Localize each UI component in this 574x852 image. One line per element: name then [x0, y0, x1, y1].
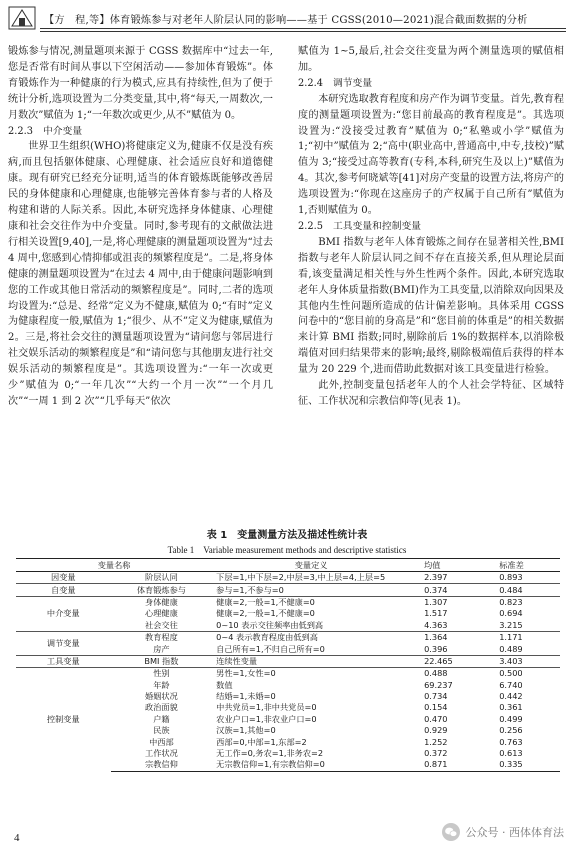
definition-cell: 数值 [216, 679, 233, 690]
sd-cell: 0.823 [485, 596, 560, 608]
left-column [8, 44, 273, 410]
mean-cell: 0.374 [410, 584, 485, 596]
group-name-cell: 因变量 [51, 572, 76, 583]
mean-cell: 0.929 [424, 725, 448, 736]
table-row [16, 584, 560, 596]
section-heading-2-2-4: 2.2.4 调节变量 [298, 77, 373, 89]
running-header [8, 6, 566, 32]
variable-name-cell: 户籍 [153, 713, 170, 724]
sd-cell: 6.740 [499, 679, 523, 690]
col-header-variable: 变量名称 [97, 559, 131, 570]
sd-cell: 0.442 [499, 691, 523, 702]
variable-name-cell: 民族 [153, 725, 170, 736]
sd-cell: 0.500 [485, 668, 560, 680]
variable-name-cell: 中西部 [149, 736, 174, 747]
watermark [441, 822, 565, 842]
variable-name-cell: 心理健康 [145, 608, 178, 619]
right-column [298, 44, 564, 410]
variable-name-cell: 身体健康 [111, 596, 213, 608]
group-name-cell: 调节变量 [16, 631, 111, 655]
definition-cell: 无工作=0,务农=1,非务农=2 [216, 748, 324, 759]
definition-cell: 结婚=1,未婚=0 [216, 691, 276, 702]
sd-cell: 0.694 [499, 608, 523, 619]
paragraph: 本研究选取教育程度和房产作为调节变量。首先,教育程度的测量题项设置为:“您目前最高的教育程度是”。其选项设置为:“没接受过教育”赋值为 0;“私塾或小学”赋值为 1;“初中”赋值为 2;“高中(职业高中,普通高中,中专,技校)”赋值为 3;“接受过高等教育(专科,本科,研究生及以上)”赋值为 4。其次,参考何晓斌等[41]对房产变量的设置方法,将房产的选项设置为:“你现在这座房子的产权属于自己所有”赋值为 1,否则赋值为 0。 [298, 93, 564, 217]
mean-cell: 1.252 [424, 736, 448, 747]
header-rule [40, 28, 566, 29]
variable-name-cell: 婚姻状况 [145, 691, 178, 702]
variable-name-cell: 阶层认同 [145, 572, 178, 583]
watermark-text: 公众号 · 西体体育法 [465, 826, 564, 839]
variable-name-cell: 政治面貌 [145, 702, 178, 713]
definition-cell: 参与=1,不参与=0 [212, 584, 410, 596]
variable-name-cell: 教育程度 [111, 631, 213, 643]
variable-name-cell: 年龄 [153, 679, 170, 690]
mean-cell: 0.396 [424, 643, 448, 654]
mean-cell: 0.871 [410, 759, 485, 771]
table-row [16, 572, 560, 584]
definition-cell: 连续性变量 [212, 655, 410, 667]
sd-cell: 0.361 [499, 702, 523, 713]
table-row [16, 631, 560, 643]
definition-cell: 健康=2,一般=1,不健康=0 [212, 596, 410, 608]
definition-cell: 0~10 表示交往频率由低到高 [216, 619, 324, 630]
mean-cell: 69.237 [424, 679, 453, 690]
mean-cell: 1.307 [410, 596, 485, 608]
sd-cell: 0.613 [499, 748, 523, 759]
variable-name-cell: 工作状况 [145, 748, 178, 759]
variable-name-cell: 宗教信仰 [111, 759, 213, 771]
mean-cell: 0.372 [424, 748, 448, 759]
sd-cell: 0.499 [499, 713, 523, 724]
paragraph: 世界卫生组织(WHO)将健康定义为,健康不仅是没有疾病,而且包括躯体健康、心理健康、社会适应良好和道德健康。现有研究已经充分证明,适当的体育锻炼既能够改善居民的身体健康和心理健康,也能够完善体育参与者的人格及构建和谐的人际关系。因此,本研究选择身体健康、心理健康和社会交往作为中介变量。同时,参考现有的文献做法进行相关设置[9,40],一是,将心理健康的测量题项设置为“过去 4 周中,您感到心情抑郁或沮丧的频繁程度是”。二是,将身体健康的测量题项设置为“在过去 4 周中,由于健康问题影响到您的工作或其他日常活动的频繁程度是”。同时,二者的选项均设置为:“总是、经常”定义为不健康,赋值为 0;“有时”定义为健康程度一般,赋值为 1;“很少、从不”定义为健康,赋值为 2。三是,将社会交往的测量题项设置为“请问您与邻居进行社交娱乐活动的频繁程度是”和“请问您与其他朋友进行社交娱乐活动的频繁程度是”。其选项设置为:“一年一次或更少”赋值为 0;“一年几次”“大约一个月一次”“一个月几次”“一周 1 到 2 次”“几乎每天”依次 [8, 141, 273, 407]
header-rule-thin [40, 31, 566, 32]
group-name-cell: 中介变量 [16, 596, 111, 631]
mean-cell: 1.517 [424, 608, 448, 619]
variable-table [16, 558, 560, 772]
table-row [16, 596, 560, 608]
definition-cell: 汉族=1,其他=0 [216, 725, 276, 736]
sd-cell: 0.489 [499, 643, 523, 654]
definition-cell: 中共党员=1,非中共党员=0 [216, 702, 317, 713]
definition-cell: 男性=1,女性=0 [212, 668, 410, 680]
group-name-cell: 工具变量 [16, 655, 111, 667]
definition-cell: 下层=1,中下层=2,中层=3,中上层=4,上层=5 [216, 572, 386, 583]
mean-cell: 1.364 [410, 631, 485, 643]
definition-cell: 农业户口=1,非农业户口=0 [216, 713, 317, 724]
mean-cell: 4.363 [424, 619, 448, 630]
wechat-icon [441, 822, 461, 842]
journal-logo-icon [8, 6, 36, 30]
table-body [16, 572, 560, 772]
variable-name-cell: 社会交往 [145, 619, 178, 630]
mean-cell: 0.734 [424, 691, 448, 702]
paragraph: 锻炼参与情况,测量题项来源于 CGSS 数据库中“过去一年,您是否常有时间从事以下空闲活动——参加体育锻炼”。体育锻炼作为一种健康的行为模式,应具有持续性,但为了便于统计分析,选项设置为二分类变量,其中,将“每天,一周数次,一月数次”赋值为 1;“一年数次或更少,从不”赋值为 0。 [8, 46, 273, 121]
sd-cell: 3.215 [499, 619, 523, 630]
group-name-cell: 自变量 [16, 584, 111, 596]
col-header-sd: 标准差 [499, 559, 524, 570]
definition-cell: 无宗教信仰=1,有宗教信仰=0 [212, 759, 410, 771]
table-header-row [16, 559, 560, 572]
table-caption-cn: 表 1 变量测量方法及描述性统计表 [206, 530, 368, 541]
paragraph: 赋值为 1~5,最后,社会交往变量为两个测量选项的赋值相加。 [298, 46, 564, 73]
sd-cell: 0.893 [499, 572, 523, 583]
definition-cell: 0~4 表示教育程度由低到高 [212, 631, 410, 643]
sd-cell: 3.403 [485, 655, 560, 667]
col-header-definition: 变量定义 [294, 559, 328, 570]
section-heading-2-2-3: 2.2.3 中介变量 [8, 125, 83, 137]
mean-cell: 0.488 [410, 668, 485, 680]
mean-cell: 2.397 [424, 572, 448, 583]
header-title: 【方 程,等】体育锻炼参与对老年人阶层认同的影响——基于 CGSS(2010—2021)混合截面数据的分析 [44, 15, 528, 26]
col-header-mean: 均值 [424, 559, 441, 570]
variable-name-cell: 性别 [111, 668, 213, 680]
group-name-cell: 控制变量 [16, 668, 111, 772]
page-number: 4 [14, 832, 20, 844]
sd-cell: 1.171 [485, 631, 560, 643]
paragraph: 此外,控制变量包括老年人的个人社会学特征、区域特征、工作状况和宗教信仰等(见表 1)。 [298, 380, 564, 407]
definition-cell: 健康=2,一般=1,不健康=0 [216, 608, 315, 619]
table-row [16, 655, 560, 667]
sd-cell: 0.335 [485, 759, 560, 771]
paragraph: BMI 指数与老年人体育锻炼之间存在显著相关性,BMI 指数与老年人阶层认同之间不存在直接关系,但从理论层面看,该变量满足相关性与外生性两个条件。因此,本研究选取老年人身体质量指数(BMI)作为工具变量,以消除双向因果及其他内生性问题所造成的估计偏差影响。具体采用 CGSS 问卷中的“您目前的身高是”和“您目前的体重是”的相关数据来计算 BMI 指数;同时,剔除前后 1%的数据样本,以消除极端值对回归结果带来的影响;最终,剔除极端值后获得的样本量为 20 229 个,进而借助此数据对该工具变量进行检验。 [298, 236, 564, 376]
mean-cell: 22.465 [410, 655, 485, 667]
variable-name-cell: 房产 [153, 643, 170, 654]
sd-cell: 0.763 [499, 736, 523, 747]
variable-name-cell: 体育锻炼参与 [111, 584, 213, 596]
table-row [16, 668, 560, 680]
sd-cell: 0.256 [499, 725, 523, 736]
definition-cell: 自己所有=1,不归自己所有=0 [216, 643, 325, 654]
table-caption-en: Table 1 Variable measurement methods and descriptive statistics [167, 545, 407, 555]
mean-cell: 0.470 [424, 713, 448, 724]
variable-name-cell: BMI 指数 [111, 655, 213, 667]
section-heading-2-2-5: 2.2.5 工具变量和控制变量 [298, 220, 422, 232]
sd-cell: 0.484 [485, 584, 560, 596]
definition-cell: 西部=0,中部=1,东部=2 [216, 736, 307, 747]
mean-cell: 0.154 [424, 702, 448, 713]
